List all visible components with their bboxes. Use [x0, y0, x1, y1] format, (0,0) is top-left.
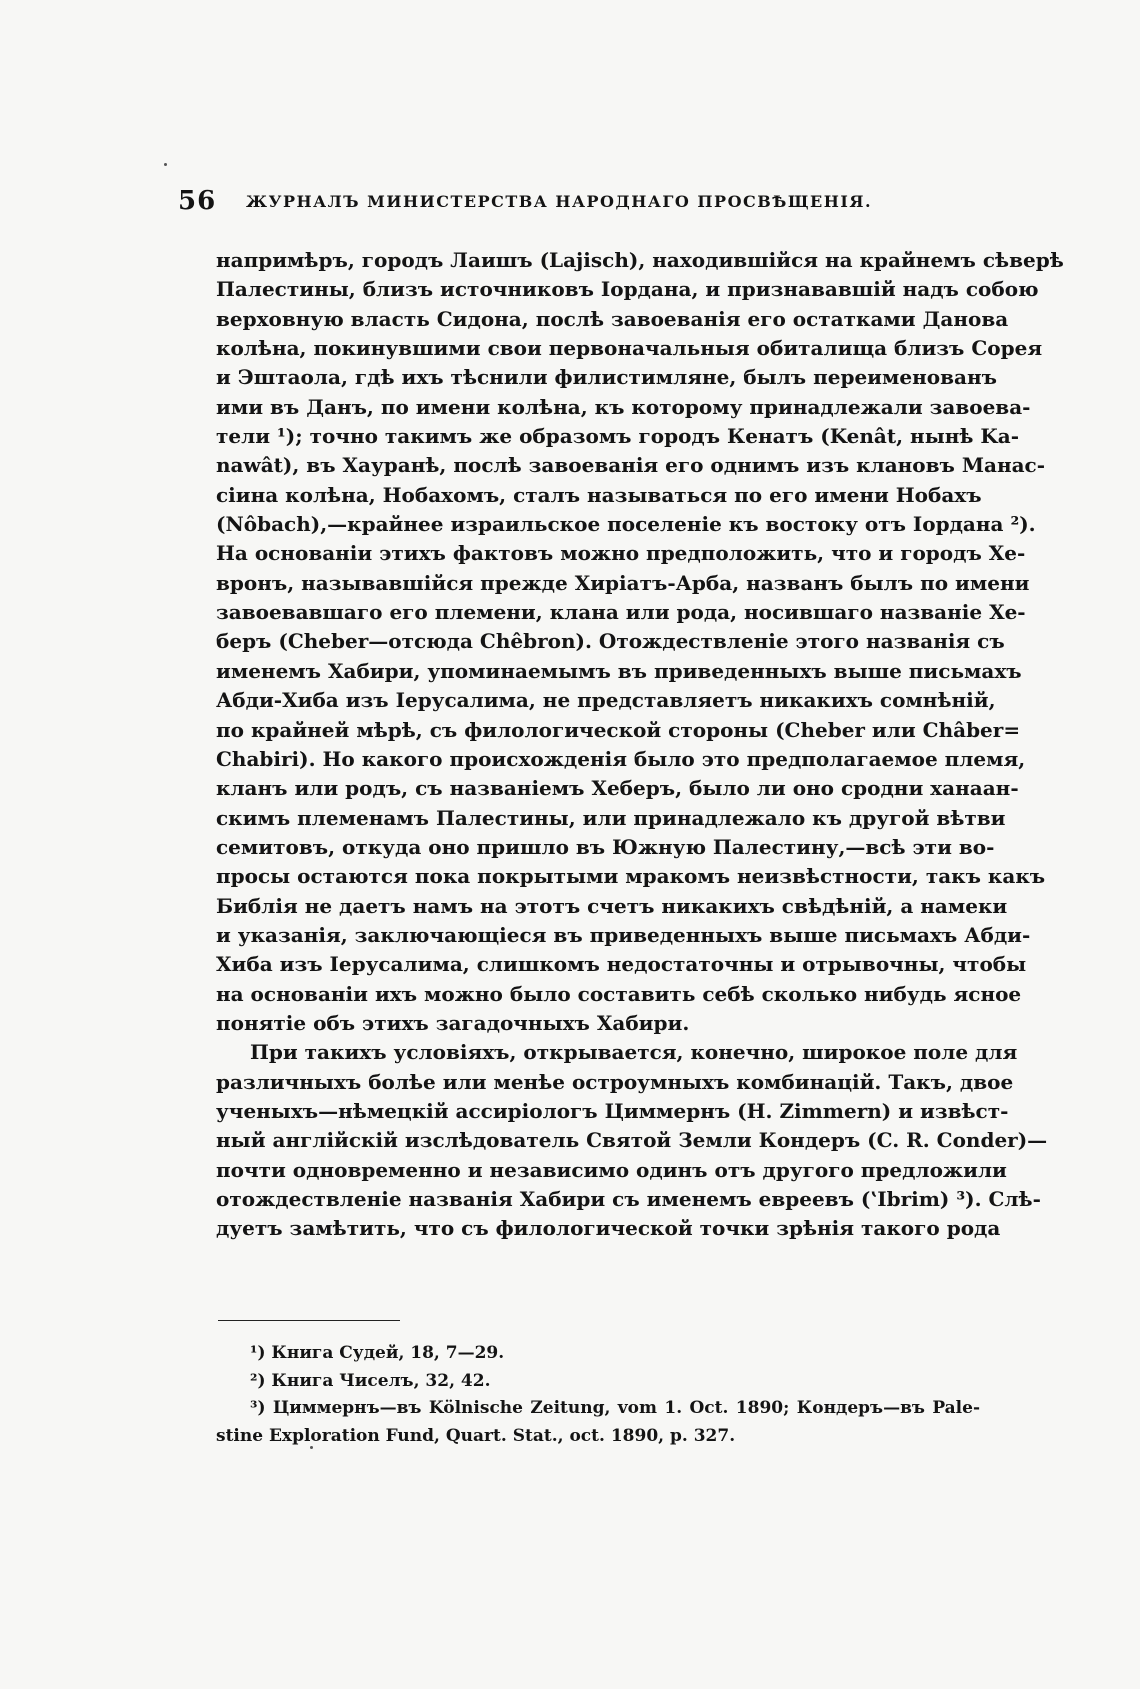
text-line: отождествленіе названія Хабири съ именемъ евреевъ (ʽIbrim) ³). Слѣ-: [216, 1187, 1041, 1211]
footnote-1: ¹) Книга Судей, 18, 7—29.: [250, 1343, 505, 1363]
footnote-divider: [218, 1320, 400, 1321]
text-line: на основаніи ихъ можно было составить себѣ сколько нибудь ясное: [216, 981, 1022, 1006]
text-line: Абди-Хиба изъ Іерусалима, не представляетъ никакихъ сомнѣній,: [216, 688, 996, 713]
text-line: беръ (Cheber—отсюда Chêbron). Отождествленіе этого названія съ: [216, 629, 1005, 654]
text-line: На основаніи этихъ фактовъ можно предположить, что и городъ Хе-: [216, 541, 1026, 566]
footnote-2: ²) Книга Чиселъ, 32, 42.: [250, 1370, 491, 1391]
body-text: [216, 246, 1064, 1244]
text-line: ный англійскій изслѣдователь Святой Земли Кондеръ (C. R. Conder)—: [216, 1128, 1048, 1153]
text-line: Палестины, близъ источниковъ Іордана, и признававшій надъ собою: [216, 277, 1039, 302]
footnote-3: ³) Циммернъ—въ Kölnische Zeitung, vom 1. Oct. 1890; Кондеръ—въ Pale-: [250, 1398, 980, 1418]
text-line: верховную власть Сидона, послѣ завоеванія его остатками Данова: [216, 306, 1009, 331]
text-line: вронъ, называвшійся прежде Хиріатъ-Арба, названъ былъ по имени: [216, 570, 1030, 595]
text-line: ими въ Данъ, по имени колѣна, къ которому принадлежали завоева-: [216, 394, 1031, 419]
text-line: тели ¹); точно такимъ же образомъ городъ Кенатъ (Kenât, нынѣ Ka-: [216, 424, 1020, 449]
text-line: понятіе объ этихъ загадочныхъ Хабири.: [216, 1010, 690, 1035]
text-line: сіина колѣна, Нобахомъ, сталъ называться по его имени Нобахъ: [216, 482, 982, 507]
footnote-3-continuation: stine Exploration Fund, Quart. Stat., oct. 1890, p. 327.: [216, 1425, 736, 1446]
text-line: nawât), въ Хауранѣ, послѣ завоеванія его однимъ изъ клановъ Манас-: [216, 453, 1046, 478]
text-line: различныхъ болѣе или менѣе остроумныхъ комбинацій. Такъ, двое: [216, 1069, 1014, 1094]
text-line: семитовъ, откуда оно пришло въ Южную Палестину,—всѣ эти во-: [216, 834, 995, 859]
text-line: почти одновременно и независимо одинъ отъ другого предложили: [216, 1157, 1007, 1182]
text-line: именемъ Хабири, упоминаемымъ въ приведенныхъ выше письмахъ: [216, 658, 1022, 683]
text-line: (Nôbach),—крайнее израильское поселеніе къ востоку отъ Іордана ²).: [216, 512, 1036, 537]
text-line: ученыхъ—нѣмецкій ассиріологъ Циммернъ (H. Zimmern) и извѣст-: [216, 1098, 1009, 1123]
text-line: При такихъ условіяхъ, открывается, конечно, широкое поле для: [250, 1040, 1018, 1065]
scan-speck: [310, 1446, 313, 1449]
running-title: ЖУРНАЛЪ МИНИСТЕРСТВА НАРОДНАГО ПРОСВѢЩЕНІЯ.: [246, 192, 873, 211]
text-line: и указанія, заключающіеся въ приведенныхъ выше письмахъ Абди-: [216, 922, 1031, 947]
text-line: Библія не даетъ намъ на этотъ счетъ никакихъ свѣдѣній, а намеки: [216, 893, 1008, 918]
text-line: колѣна, покинувшими свои первоначальныя обиталища близъ Сорея: [216, 336, 1043, 361]
page-number: 56: [178, 186, 217, 216]
text-line: по крайней мѣрѣ, съ филологической стороны (Cheber или Châber=: [216, 717, 1021, 742]
text-line: и Эштаола, гдѣ ихъ тѣснили филистимляне, былъ переименованъ: [216, 365, 997, 390]
text-line: кланъ или родъ, съ названіемъ Хеберъ, было ли оно сродни ханаан-: [216, 776, 1019, 801]
text-line: Хиба изъ Іерусалима, слишкомъ недостаточны и отрывочны, чтобы: [216, 952, 1027, 977]
scan-speck: [164, 163, 167, 166]
text-line: напримѣръ, городъ Лаишъ (Lajisch), находившійся на крайнемъ сѣверѣ: [216, 248, 1064, 272]
text-line: просы остаются пока покрытыми мракомъ неизвѣстности, такъ какъ: [216, 864, 1046, 889]
text-line: скимъ племенамъ Палестины, или принадлежало къ другой вѣтви: [216, 805, 1006, 830]
text-line: дуетъ замѣтить, что съ филологической точки зрѣнія такого рода: [216, 1216, 1001, 1241]
footnotes: [216, 1340, 980, 1450]
text-line: завоевавшаго его племени, клана или рода, носившаго названіе Хе-: [216, 600, 1026, 625]
text-line: Chabiri). Но какого происхожденія было это предполагаемое племя,: [216, 746, 1026, 771]
